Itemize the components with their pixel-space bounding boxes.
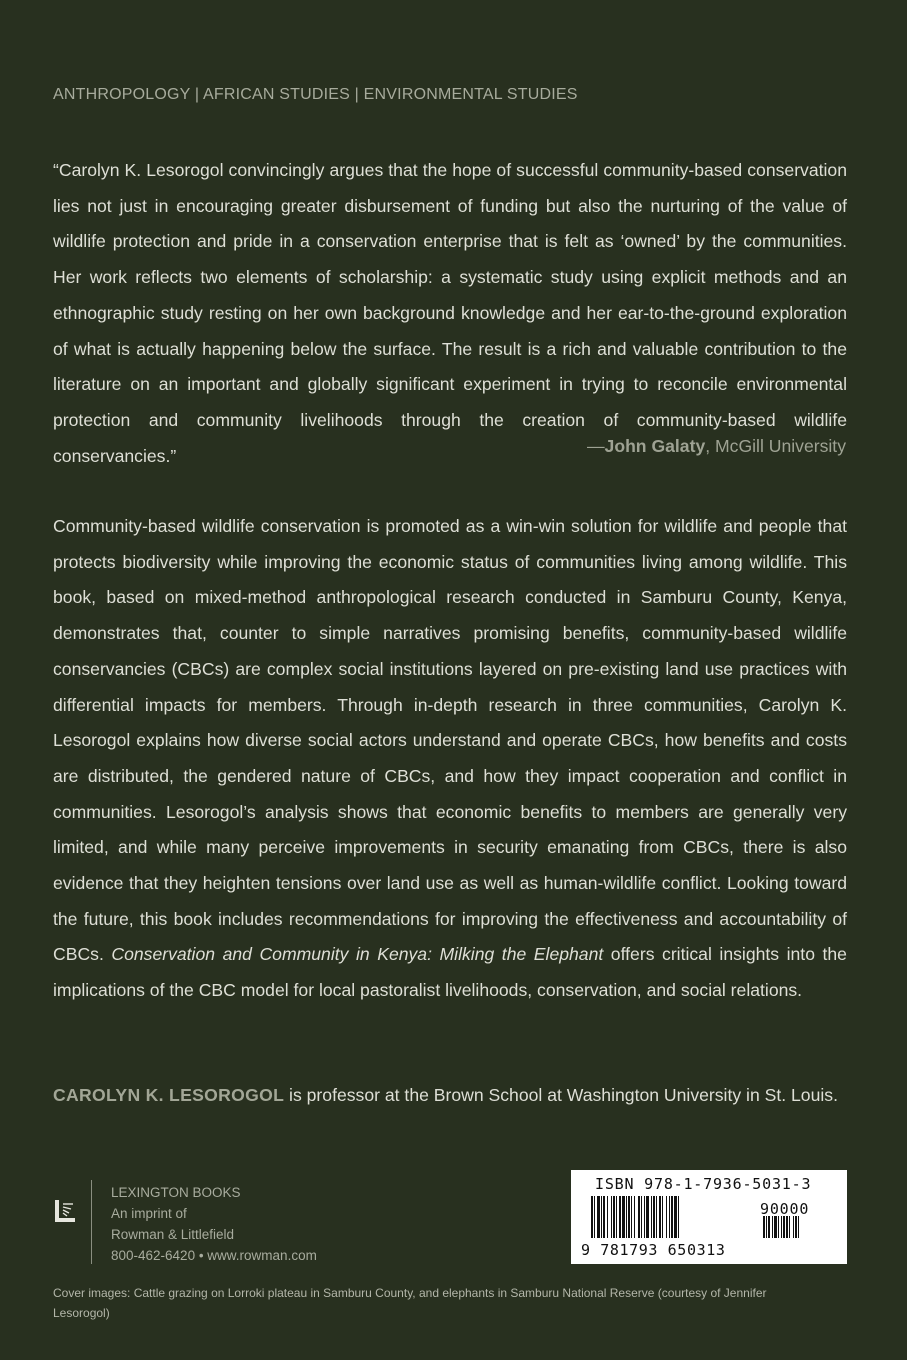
barcode-bar [662, 1196, 663, 1238]
barcode-bar [638, 1196, 640, 1238]
publisher-parent: Rowman & Littlefield [111, 1227, 235, 1242]
description-text-start: Community-based wildlife conservation is promoted as a win-win solution for wildlife and people that protects biodiversity while improving the economic status of communities living among wildlife. This book, based on mixed-method anthropological research conducted in Samburu County, Kenya, demonstrates that, counter to simple narratives promising benefits, community-based wildlife conservancies (CBCs) are complex social institutions layered on pre-existing land use practices with differential impacts for members. Through in-depth research in three communities, Carolyn K. Lesorogol explains how diverse social actors understand and operate CBCs, how benefits and costs are distributed, the gendered nature of CBCs, and how they impact cooperation and conflict in communities. Lesorogol’s analysis shows that economic benefits to members are generally very limited, and while many perceive improvements in security emanating from CBCs, there is also evidence that they heighten tensions over land use as well as human-wildlife conflict. Looking toward the future, this book includes recommendations for improving the effectiveness and accountability of CBCs. [53, 516, 847, 965]
barcode-bar [653, 1196, 655, 1238]
price-code: 90000 [760, 1200, 810, 1218]
author-name: CAROLYN K. LESOROGOL [53, 1085, 285, 1105]
publisher-imprint-line: An imprint of [111, 1206, 187, 1221]
description-text-end: offers critical insights into the implications of the CBC model for local pastoralist livelihoods, conservation, and social relations. [53, 944, 847, 1001]
addon-bar [795, 1216, 797, 1238]
attribution-affiliation: , McGill University [705, 436, 846, 456]
barcode-bar [603, 1196, 605, 1238]
addon-bar [789, 1216, 790, 1238]
addon-bar [786, 1216, 788, 1238]
barcode-bar [626, 1196, 627, 1238]
barcode-bar [671, 1196, 673, 1238]
barcode-bar [613, 1196, 615, 1238]
barcode-bar [651, 1196, 652, 1238]
addon-bar [772, 1216, 773, 1238]
addon-bar [778, 1216, 779, 1238]
barcode-bar [597, 1196, 600, 1238]
addon-bar [766, 1216, 767, 1238]
barcode-bar [669, 1196, 670, 1238]
addon-bar [768, 1216, 770, 1238]
barcode-bar [619, 1196, 621, 1238]
attribution-dash: — [586, 436, 605, 456]
cover-image-credits: Cover images: Cattle grazing on Lorroki plateau in Samburu County, and elephants in Samburu National Reserve (courtesy of Jennifer Lesorogol) [53, 1286, 767, 1320]
endorsement-attribution [587, 436, 846, 457]
barcode-bar [666, 1196, 667, 1238]
addon-bar [783, 1216, 785, 1238]
isbn-barcode [571, 1170, 847, 1264]
book-description [53, 509, 847, 1009]
barcode-bar [631, 1196, 632, 1238]
addon-bar [793, 1216, 794, 1238]
addon-bar [798, 1216, 799, 1238]
barcode-bar [659, 1196, 661, 1238]
barcode-bar [646, 1196, 649, 1238]
publisher-info [111, 1182, 317, 1266]
addon-bar [781, 1216, 782, 1238]
barcode-bar [611, 1196, 612, 1238]
barcode-bar [628, 1196, 630, 1238]
category-line: ANTHROPOLOGY | AFRICAN STUDIES | ENVIRONMENTAL STUDIES [53, 86, 578, 103]
isbn-digits: 9 781793 650313 [581, 1241, 726, 1259]
barcode-bar [674, 1196, 677, 1238]
endorsement-quote: “Carolyn K. Lesorogol convincingly argues that the hope of successful community-based conservation lies not just in encouraging greater disbursement of funding but also the nurturing of the value of wildlife protection and pride in a conservation enterprise that is felt as ‘owned’ by the communities. Her work reflects two elements of scholarship: a systematic study using explicit methods and an ethnographic study resting on her own background knowledge and her ear-to-the-ground exploration of what is actually happening below the surface. The result is a rich and valuable contribution to the literature on an important and globally significant experiment in trying to reconcile environmental protection and community livelihoods through the creation of community-based wildlife conservancies.” [53, 160, 847, 466]
barcode-bar [622, 1196, 625, 1238]
lexington-logo-icon [53, 1198, 79, 1224]
barcode-bar [594, 1196, 595, 1238]
barcode-bar [656, 1196, 657, 1238]
barcode-bar [634, 1196, 635, 1238]
barcode-bar [678, 1196, 679, 1238]
isbn-label: ISBN 978-1-7936-5031-3 [595, 1175, 812, 1193]
barcode-bar [607, 1196, 608, 1238]
author-bio-text: is professor at the Brown School at Washington University in St. Louis. [284, 1085, 838, 1105]
author-bio [53, 1078, 853, 1113]
barcode-bar [601, 1196, 602, 1238]
barcode-bar [641, 1196, 642, 1238]
addon-bar [763, 1216, 765, 1238]
barcode-bar [616, 1196, 617, 1238]
barcode-bar [591, 1196, 593, 1238]
attribution-name: John Galaty [604, 436, 706, 456]
book-title-italic: Conservation and Community in Kenya: Milking the Elephant [111, 944, 604, 965]
barcode-bar [644, 1196, 645, 1238]
publisher-contact: 800-462-6420 • www.rowman.com [111, 1248, 317, 1263]
addon-bar [774, 1216, 777, 1238]
publisher-divider [91, 1180, 92, 1264]
publisher-block [50, 1180, 350, 1264]
publisher-name: LEXINGTON BOOKS [111, 1185, 241, 1200]
